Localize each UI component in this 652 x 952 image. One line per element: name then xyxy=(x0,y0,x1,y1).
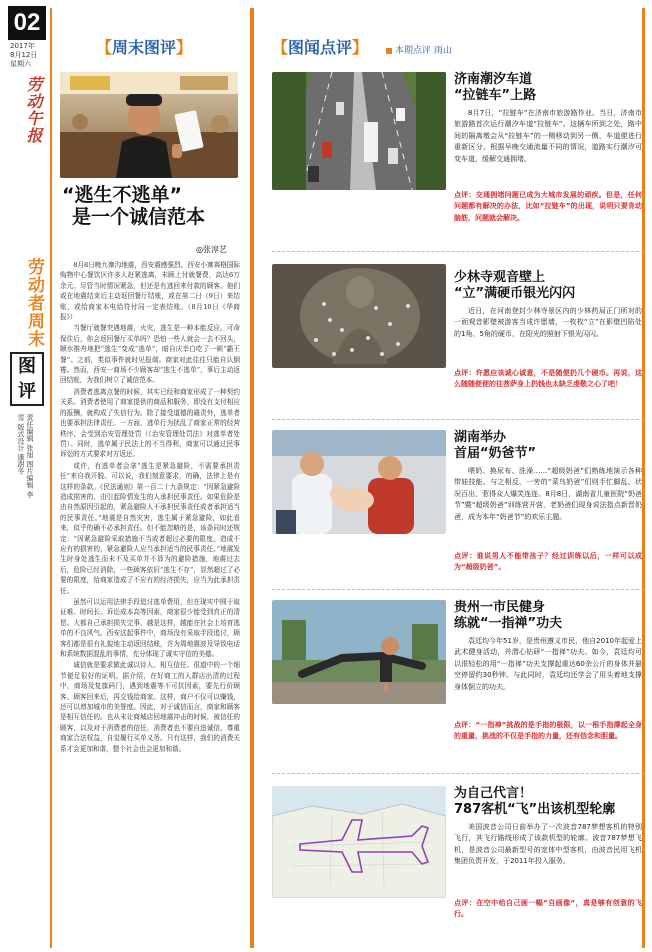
story-title xyxy=(454,430,644,462)
story-title-line-2: “立”满硬币银光闪闪 xyxy=(454,286,576,301)
story-title-line-2: “拉链车”上路 xyxy=(454,88,537,103)
photo-flight-path-map xyxy=(272,786,446,898)
story-divider xyxy=(272,251,644,252)
article-headline xyxy=(62,184,205,228)
left-orange-rule xyxy=(50,8,52,948)
story-title xyxy=(454,600,644,632)
story-body: 袁廷均今年51岁，是贵州遵义市民，他自2010年起爱上武术健身活动，并潜心钻研“一指禅”功夫。如今，袁廷均可以很轻松的用“一指禅”功夫支撑起重达60余公斤的身体并悬空停留约30秒钟。与此同时，袁廷均还学会了用头着地支撑身体倒立的功夫。 xyxy=(454,637,642,691)
story-title-line-1: 济南潮汐车道 xyxy=(454,72,533,87)
article-paragraph: 当餐厅就餐突遇地震，火灾，逃生是一种本能反应。可命保住后，你会返回餐厅买单吗？恐怕一些人就会一去不回头，顺水推舟地把“逃生”变成“逃单”，暗自庆幸白吃了一顿“霸王餐”。之前，类似事件就时见报端。商家对此往往只能自认倒霉。然而，西安一商场不少顾客却“逃生不逃单”，事后主动返回结账，为我们树立了诚信范本。 xyxy=(60,324,240,385)
photo-coin-wall xyxy=(272,264,446,368)
article-paragraph: 虽然可以运用法律手段追讨逃单费用，但在现实中囿于取证难、时间长、诉讼成本高等因素，商家很少能受到真正的清偿。大都自己承担损失完事，越是这样，越能在社会上培育逃单的不良风气。西安这起事件中，商场没有采取手段追讨，顾客们都是很有礼貌地主动返回结账，并为周地震波及导致电话和系统数据混乱的事情，充分体现了诚实守信的美德。 xyxy=(60,598,240,659)
section-title-weekend-review: 【周末图评】 xyxy=(96,38,193,57)
article-paragraph: 消费者逃离点餐的时候，其实已经和商家形成了一种契约关系。消费者使用了商家提供的商品和服务，即没有支付相应的报酬，就构成了失信行为。除了接受道德的谴责外，逃单者也要承担法律责任。一方面，逃单行为扰乱了商家正常的经营秩序，会受到治安管理处罚（《治安管理处罚法》对逃单者处罚）。同时，逃单属于民法上的不当得利，商家可以通过民事诉讼的方式要求对方返还。 xyxy=(60,387,240,459)
issue-date xyxy=(10,42,37,69)
story-title xyxy=(454,786,644,818)
story-body: 美国波音公司日前举办了一次波音787梦想客机的特别飞行，其飞行路线形成了该款机型的轮廓。波音787梦想飞机，是波音公司最新型号的宽体中型客机，由波音民用飞机集团负责开发，于2011年投入服务。 xyxy=(454,823,642,866)
cashier-photo-illustration xyxy=(60,72,238,178)
story-comment: 点评：交通拥堵问题已成为大城市发展的顽疾。但是，任何问题都有解决的办法，比如“拉链车”的出现，说明只要肯动脑筋，问题就会解决。 xyxy=(454,191,642,222)
story-comment: 点评：在空中给自己画一幅“自画像”，真是够有创意的飞行。 xyxy=(454,899,642,919)
photo-tidal-lane xyxy=(272,72,446,190)
square-bullet-icon xyxy=(386,48,392,54)
section-title-text: 图闻点评 xyxy=(288,38,353,57)
story-title-line-1: 为自己代言！ xyxy=(454,786,533,801)
article-body xyxy=(60,260,240,944)
headline-line-1: “逃生不逃单” xyxy=(62,184,182,206)
article-paragraph: 诚信就是要求做此诚以待人、相互信任。很道中的一个细节便足很好的证明。据介绍，在好商工的人群店出清的过程中，商场及复旗码门，遇到地震等不可抗因素，要先行价顾客。顾客回来后，再交钱给商家。这样，商户不仅可以赚钱，还可以增加城市的美誉度。因此，对于诚信而言，商家和顾客是相互信任的。也从未让商城店回地震冲击的时候，被信任的顾客，以及对于消费者的信任，消费者也不要自违诚信，尊重商家合法权益，自觉履行买单义务。只有这样，我们的消费关系才会更加和谐，整个社会也会更加和谐。 xyxy=(60,661,240,753)
page-number: 02 xyxy=(8,6,46,40)
story-divider xyxy=(272,419,644,420)
story-title-line-1: 贵州一市民健身 xyxy=(454,600,546,615)
tidal-lane-photo-illustration xyxy=(272,72,446,190)
photo-one-finger xyxy=(272,600,446,704)
story-comment: 点评：谁说男人不能带孩子？经过训练以后，一样可以成为“超级奶爸”。 xyxy=(454,552,642,572)
center-orange-rule xyxy=(250,8,254,948)
story-body: 近日，在河南登封少林寺景区内的少林药局正门所对的一面观音影壁被游客当成许愿墙，一枚枚“立”在影壁凹陷处的1角、5角的硬币，在阳光的照射下银光闪闪。 xyxy=(454,307,642,338)
story-body: 喂奶、换尿布、洗澡……“超级奶爸”们熟练地演示各种带娃技能。与之相反，一旁的“菜鸟奶爸”们则手忙脚乱、状况百出，惹得众人爆笑连连。8月8日，湖南省儿童医院“奶爸节”暨“超级奶爸”训练营开营，老奶爸们现身说法指点新晋奶爸，成为本年“奶爸节”的欢乐主题。 xyxy=(454,467,642,521)
author-byline: ◎张淳艺 xyxy=(196,245,227,254)
daddy-festival-photo-illustration xyxy=(272,430,446,534)
date-year: 2017年 xyxy=(10,42,35,50)
story-title-line-2: 787客机“飞”出该机型轮廓 xyxy=(454,802,616,817)
editor-note-text: 本期点评 雨山 xyxy=(395,46,452,56)
vertical-section-title: 劳动者周末 xyxy=(24,258,44,348)
story-body: 8月7日，“拉链车”在济南市旅游路作业。当日，济南市旅游路首次运行潮汐车道“拉链车”。这辆车所到之处，路中间的隔离墩会从“拉链车”的一侧移动到另一侧，车道便进行重新区分。根据早晚交通流量不同的情况，道路实行潮汐可变车道，缓解交通拥堵。 xyxy=(454,109,642,163)
story-title xyxy=(454,270,644,302)
photo-cashier xyxy=(60,72,238,178)
story-divider xyxy=(272,589,644,590)
editor-note xyxy=(386,43,452,56)
section-title-news-review: 【图闻点评】 xyxy=(272,38,369,57)
newspaper-masthead: 劳动午报 xyxy=(24,76,43,144)
flight-path-map-illustration xyxy=(272,786,446,898)
story-comment: 点评：许愿应该诚心诚意，不是随便扔几个硬币。再说，这么随随便便的往菩萨身上扔钱也太缺乏虔敬之心了吧！ xyxy=(454,369,642,389)
section-title-text: 周末图评 xyxy=(112,38,177,57)
article-paragraph: 8月8日晚九寨沟地震，西安震感强烈。西安小寨赛格国际购物中心餐饮区许多人赶紧逃离，未顾上付就餐费，高达6万余元。尽管当时情况紧急，但还是有逃回来付款的顾客。他们或在地震结束后主动返回餐厅结账，或在第二日（9日）来结账，或给商家本电给符付同一定表结账。（8月10日《华商报》） xyxy=(60,261,240,322)
vertical-tag-box: 图评 xyxy=(10,352,44,406)
article-paragraph: 或许，有逃单者会拿“逃生是紧急避险，不需要承担责任”来自我开脱。可以说，我们刻意要求，的确，法律上是有这样的条款。《民法通则》第一百二十九条规定：“因紧急避险造成损害的，由引起险情发生的人承担民事责任。如果危险是由自然原因引起的，紧急避险人不承担民事责任或者承担适当的民事责任。”地震是自然灾害，逃生属于紧急避险，如此看来，似乎的确不必承担责任。但不能忽略的是，该条同时还规定：“因紧急避险采取措施不当或者超过必要的限度，造成不应有的损害的，紧急避险人应当承担适当的民事责任。”地震发生时身处逃生而未不及买单并不算为的避险措施，地震过去后，危险已经消除，一些顾客依旧“逃生不存”，显然超过了必要的限度，给商家造成了不应有的经济损失，应当为此承担责任。 xyxy=(60,461,240,595)
photo-daddy-festival xyxy=(272,430,446,534)
editor-credits: 责任编辑 张旭 图片编辑 李雪 版式设计 康澍冬 xyxy=(17,414,34,498)
story-title-line-1: 少林寺观音壁上 xyxy=(454,270,546,285)
story-title-line-2: 练就“一指禅”功夫 xyxy=(454,616,563,631)
date-weekday: 星期六 xyxy=(10,60,31,68)
story-title-line-1: 湖南举办 xyxy=(454,430,507,445)
story-title-line-2: 首届“奶爸节” xyxy=(454,446,537,461)
story-comment: 点评：“一指禅”挑战的是手指的极限，以一根手指撑起全身的重量，挑战的不仅是手指的力量，还有信念和胆量。 xyxy=(454,721,642,741)
headline-line-2: 是一个诚信范本 xyxy=(72,206,206,228)
one-finger-photo-illustration xyxy=(272,600,446,704)
date-day: 8月12日 xyxy=(10,51,38,59)
story-title xyxy=(454,72,644,104)
coin-wall-photo-illustration xyxy=(272,264,446,368)
story-divider xyxy=(272,773,644,774)
